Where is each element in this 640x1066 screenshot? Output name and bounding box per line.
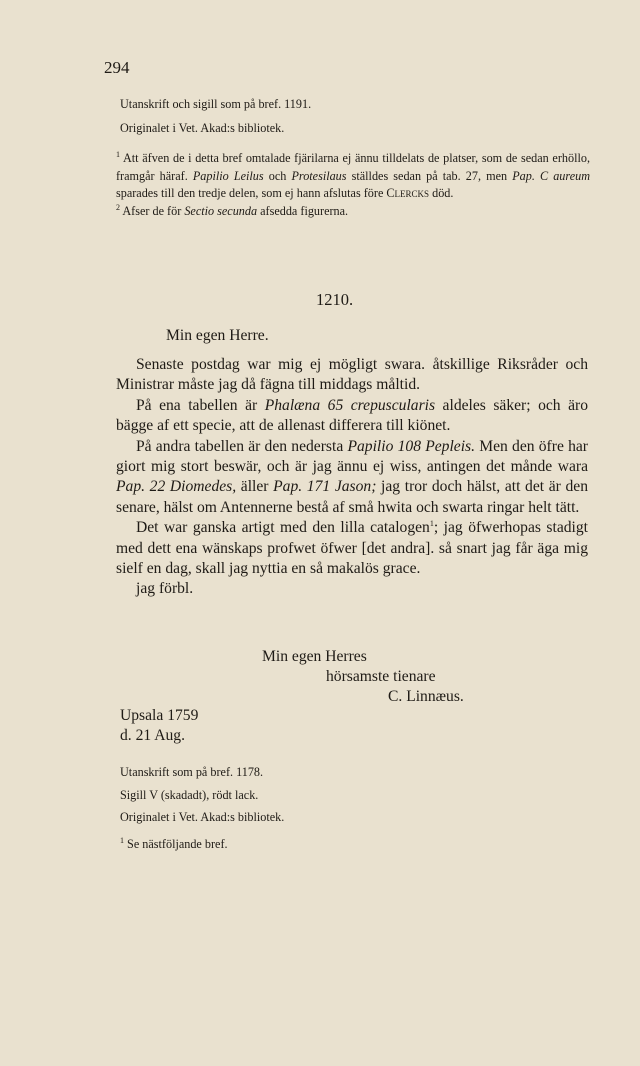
species-name: Protesilaus <box>291 168 347 183</box>
footnote-text: död. <box>429 186 454 200</box>
closing-servant: hörsamste tienare <box>326 668 436 685</box>
paragraph-1: Senaste postdag war mig ej mögligt swara. åtskillige Riksråder och Ministrar måste jag då fägna till middags måltid. <box>116 356 588 394</box>
original-note: Originalet i Vet. Akad:s bibliotek. <box>120 810 285 824</box>
footnote-mark: 1 <box>116 149 120 159</box>
transcript-note-prev: Utanskrift och sigill som på bref. 1191. <box>120 97 312 111</box>
letter-number: 1210. <box>316 290 354 309</box>
species-name: Papilio Leilus <box>192 168 264 183</box>
species-name: Pap. 171 Jason; <box>273 478 377 496</box>
species-name: Papilio 108 Pepleis. <box>347 437 476 455</box>
footnote-mark: 2 <box>116 202 120 212</box>
closing-line: jag förbl. <box>136 580 194 598</box>
body-text: jag tror doch hälst, att det är den senare, hälst om Antennerne bestå af små hwita och swarta ringar helt tätt. <box>116 478 589 516</box>
paragraph-4 <box>116 518 588 579</box>
seal-note: Sigill V (skadadt), rödt lack. <box>120 788 259 802</box>
transcript-note: Utanskrift som på bref. 1178. <box>120 765 264 779</box>
body-text: aldeles säker; och äro bägge af ett specie, att de allenast differera till kiönet. <box>116 396 589 435</box>
footnote-text: och <box>263 168 292 183</box>
body-text: ; jag öfwerhopas stadigt med dett ena wänskaps profwet öfwer [det andra]. så snart jag får äga mig sielf en dag, skall jag nyttia en så makalös grace. <box>116 519 589 578</box>
footnote-text: ställdes sedan på tab. 27, men <box>346 168 513 183</box>
original-note-prev: Originalet i Vet. Akad:s bibliotek. <box>120 121 285 135</box>
footnote-text: Att äfven de i detta bref omtalade fjärilarna ej ännu tilldelats de platser, som de sedan erhöllo, framgår häraf. <box>116 151 590 183</box>
body-text: På andra tabellen är den nedersta <box>136 437 348 455</box>
paragraph-3 <box>116 437 588 519</box>
letter-body <box>116 355 588 600</box>
footnote-text: Afser de för <box>120 203 185 218</box>
body-text: Men den öfre har giort mig stort beswär, och är jag ännu ej wiss, antingen det månde wara <box>116 437 588 476</box>
salutation: Min egen Herre. <box>166 327 269 344</box>
signature: C. Linnæus. <box>388 688 464 705</box>
footnote-text: afsedda figurerna. <box>257 203 349 218</box>
place-line: Upsala 1759 <box>120 707 199 724</box>
footnote-1 <box>120 836 228 853</box>
body-text: äller <box>236 478 274 496</box>
species-name: Pap. C aureum <box>512 168 590 183</box>
footnote-2-prev <box>116 203 590 221</box>
body-text: På ena tabellen är <box>136 396 265 414</box>
section-name: Sectio secunda <box>184 203 258 218</box>
body-text: Det war ganska artigt med den lilla catalogen <box>136 519 430 537</box>
footnote-text: sparades till den tredje delen, som ej hann afslutas före <box>116 186 387 200</box>
closing-address: Min egen Herres <box>262 648 367 665</box>
footnote-text: Se nästföljande bref. <box>124 837 228 851</box>
footnote-mark: 1 <box>120 835 124 845</box>
person-name: Clercks <box>386 186 430 200</box>
paragraph-2 <box>116 396 588 437</box>
species-name: Phalæna 65 crepuscularis <box>264 396 436 414</box>
footnote-mark: 1 <box>429 519 434 529</box>
date-line: d. 21 Aug. <box>120 727 185 744</box>
species-name: Pap. 22 Diomedes, <box>116 478 237 496</box>
footnotes-prev <box>116 150 590 220</box>
footnote-1-prev <box>116 150 590 203</box>
page-number: 294 <box>104 58 130 77</box>
